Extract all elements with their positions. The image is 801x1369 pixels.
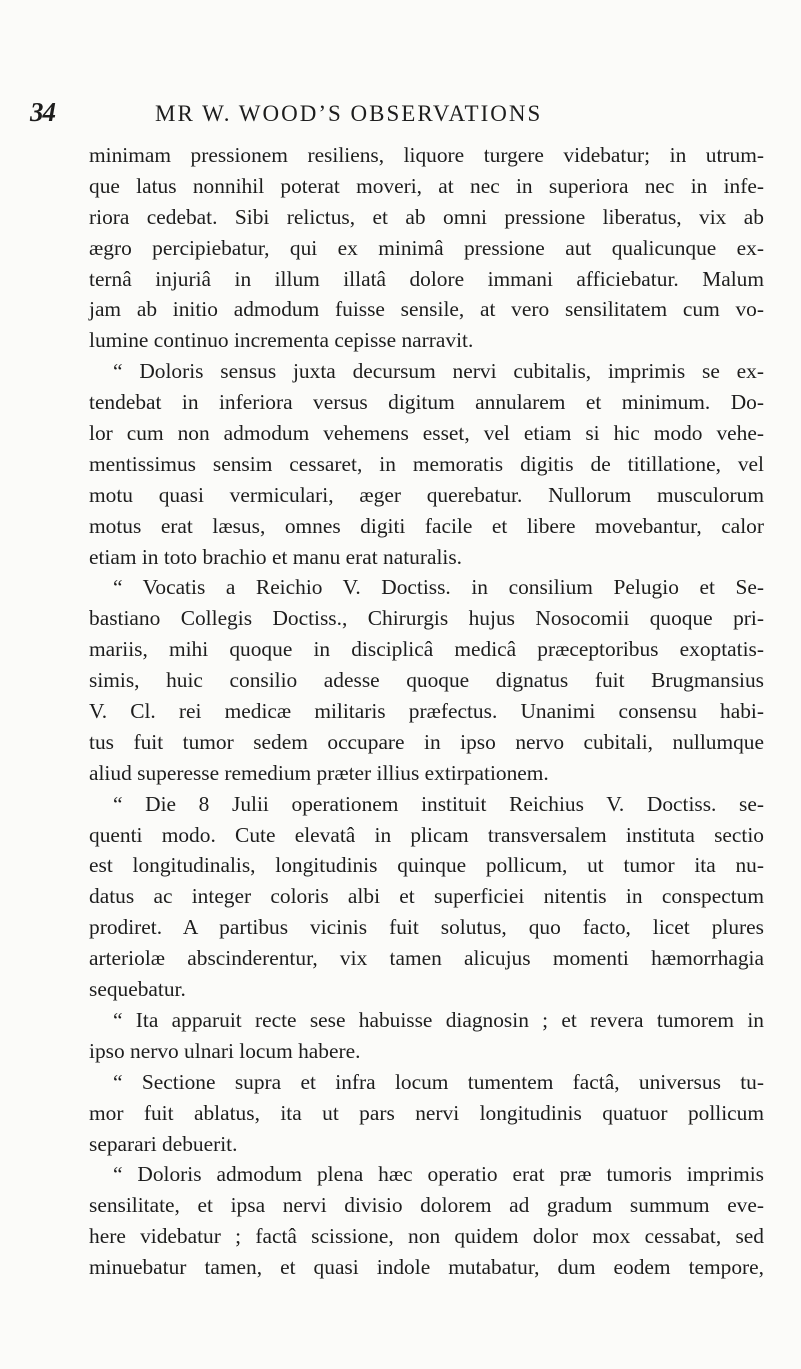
- text-line: bastiano Collegis Doctiss., Chirurgis hujus Nosocomii quoque pri-: [89, 606, 764, 631]
- text-line: est longitudinalis, longitudinis quinque pollicum, ut tumor ita nu-: [89, 853, 764, 878]
- paragraph-first-line: “ Vocatis a Reichio V. Doctiss. in consilium Pelugio et Se-: [113, 575, 764, 600]
- text-line: arteriolæ abscinderentur, vix tamen alicujus momenti hæmorrhagia: [89, 946, 764, 971]
- running-head: MR W. WOOD’S OBSERVATIONS: [155, 101, 543, 126]
- text-line: simis, huic consilio adesse quoque dignatus fuit Brugmansius: [89, 668, 764, 693]
- text-line: separari debuerit.: [89, 1131, 238, 1156]
- paragraph-first-line: “ Doloris admodum plena hæc operatio erat præ tumoris imprimis: [113, 1162, 764, 1187]
- text-line: mariis, mihi quoque in disciplicâ medicâ præceptoribus exoptatis-: [89, 637, 764, 662]
- text-line: lor cum non admodum vehemens esset, vel etiam si hic modo vehe-: [89, 421, 764, 446]
- text-line: tendebat in inferiora versus digitum annularem et minimum. Do-: [89, 390, 764, 415]
- page-number: 34: [30, 97, 55, 127]
- text-line: etiam in toto brachio et manu erat naturalis.: [89, 544, 463, 569]
- text-line: mentissimus sensim cessaret, in memoratis digitis de titillatione, vel: [89, 451, 764, 476]
- text-line: aliud superesse remedium præter illius extirpationem.: [89, 760, 549, 785]
- text-line: quenti modo. Cute elevatâ in plicam transversalem instituta sectio: [89, 822, 764, 847]
- paragraph-first-line: “ Ita apparuit recte sese habuisse diagnosin ; et revera tumorem in: [113, 1007, 764, 1032]
- text-line: motus erat læsus, omnes digiti facile et libere movebantur, calor: [89, 513, 764, 538]
- text-line: jam ab initio admodum fuisse sensile, at vero sensilitatem cum vo-: [89, 297, 764, 322]
- text-line: V. Cl. rei medicæ militaris præfectus. Unanimi consensu habi-: [89, 699, 764, 724]
- text-line: ægro percipiebatur, qui ex minimâ pressione aut qualicunque ex-: [89, 235, 764, 260]
- text-line: riora cedebat. Sibi relictus, et ab omni pressione liberatus, vix ab: [89, 204, 764, 229]
- paragraph-first-line: “ Die 8 Julii operationem instituit Reichius V. Doctiss. se-: [113, 791, 764, 816]
- text-line: sequebatur.: [89, 977, 186, 1002]
- text-line: que latus nonnihil poterat moveri, at nec in superiora nec in infe-: [89, 173, 764, 198]
- text-line: here videbatur ; factâ scissione, non quidem dolor mox cessabat, sed: [89, 1224, 764, 1249]
- text-line: mor fuit ablatus, ita ut pars nervi longitudinis quatuor pollicum: [89, 1100, 764, 1125]
- text-line: ternâ injuriâ in illum illatâ dolore immani afficiebatur. Malum: [89, 266, 764, 291]
- text-line: lumine continuo incrementa cepisse narravit.: [89, 328, 474, 353]
- text-line: minimam pressionem resiliens, liquore turgere videbatur; in utrum-: [89, 143, 764, 167]
- text-line: motu quasi vermiculari, æger querebatur. Nullorum musculorum: [89, 482, 764, 507]
- text-line: prodiret. A partibus vicinis fuit solutus, quo facto, licet plures: [89, 915, 764, 940]
- paragraph-first-line: “ Doloris sensus juxta decursum nervi cubitalis, imprimis se ex-: [113, 359, 764, 384]
- text-line: datus ac integer coloris albi et superficiei nitentis in conspectum: [89, 884, 764, 909]
- text-line: sensilitate, et ipsa nervi divisio dolorem ad gradum summum eve-: [89, 1193, 764, 1218]
- text-line: tus fuit tumor sedem occupare in ipso nervo cubitali, nullumque: [89, 729, 764, 754]
- paragraph-first-line: “ Sectione supra et infra locum tumentem factâ, universus tu-: [113, 1069, 764, 1094]
- text-line: ipso nervo ulnari locum habere.: [89, 1038, 361, 1063]
- body-text: [89, 140, 764, 1283]
- text-line: minuebatur tamen, et quasi indole mutabatur, dum eodem tempore,: [89, 1255, 764, 1280]
